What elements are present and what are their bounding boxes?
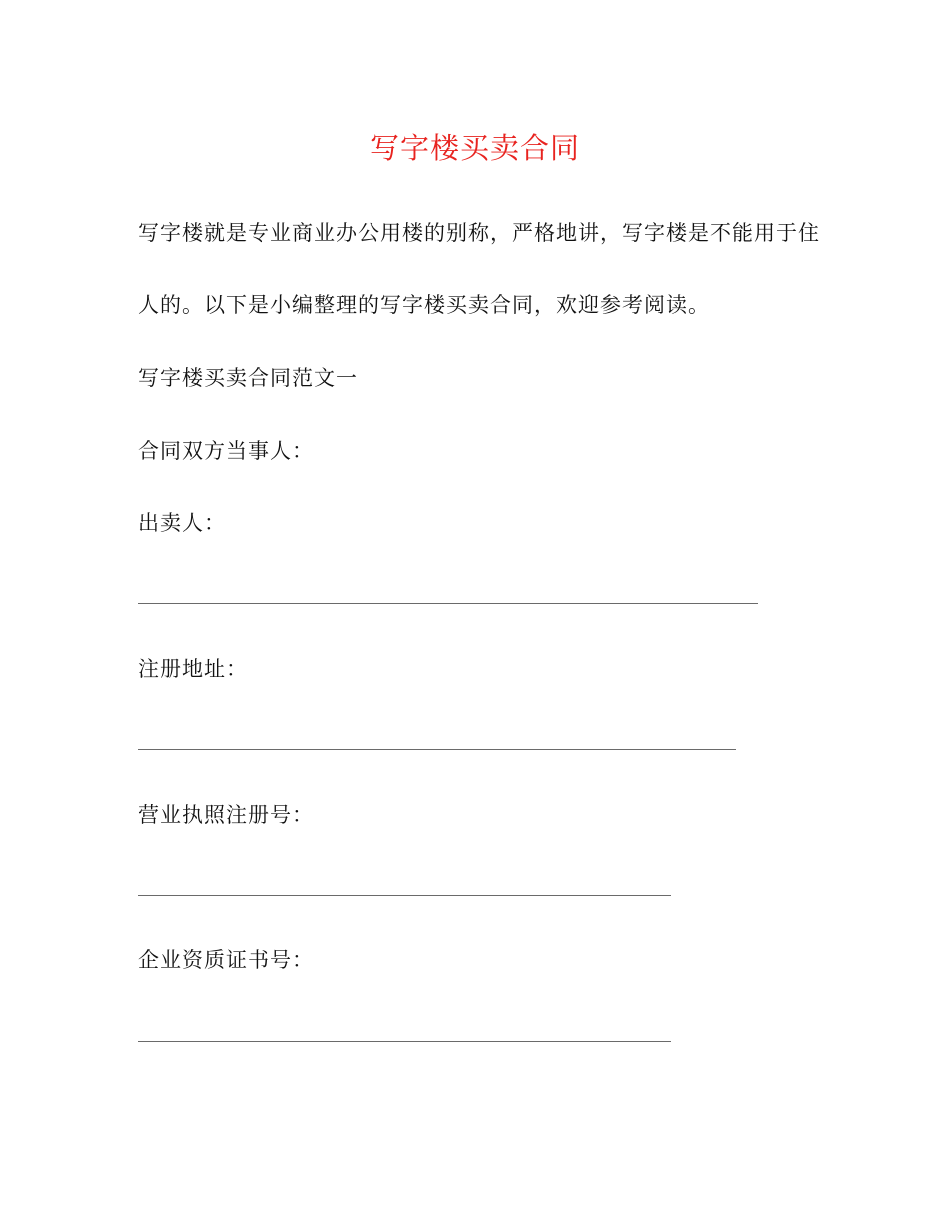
- intro-line-1: 写字楼就是专业商业办公用楼的别称，严格地讲，写字楼是不能用于住: [138, 221, 820, 245]
- license-blank-line: [138, 895, 671, 896]
- address-label: 注册地址：: [138, 657, 248, 681]
- seller-blank-line: [138, 603, 758, 604]
- intro-line-2: 人的。以下是小编整理的写字楼买卖合同，欢迎参考阅读。: [138, 293, 710, 317]
- address-blank-line: [138, 749, 736, 750]
- sample-heading: 写字楼买卖合同范文一: [138, 366, 358, 390]
- qualification-blank-line: [138, 1041, 671, 1042]
- document-title: 写字楼买卖合同: [369, 131, 580, 165]
- parties-label: 合同双方当事人：: [138, 439, 314, 463]
- qualification-label: 企业资质证书号：: [138, 948, 314, 972]
- license-label: 营业执照注册号：: [138, 803, 314, 827]
- seller-label: 出卖人：: [138, 511, 226, 535]
